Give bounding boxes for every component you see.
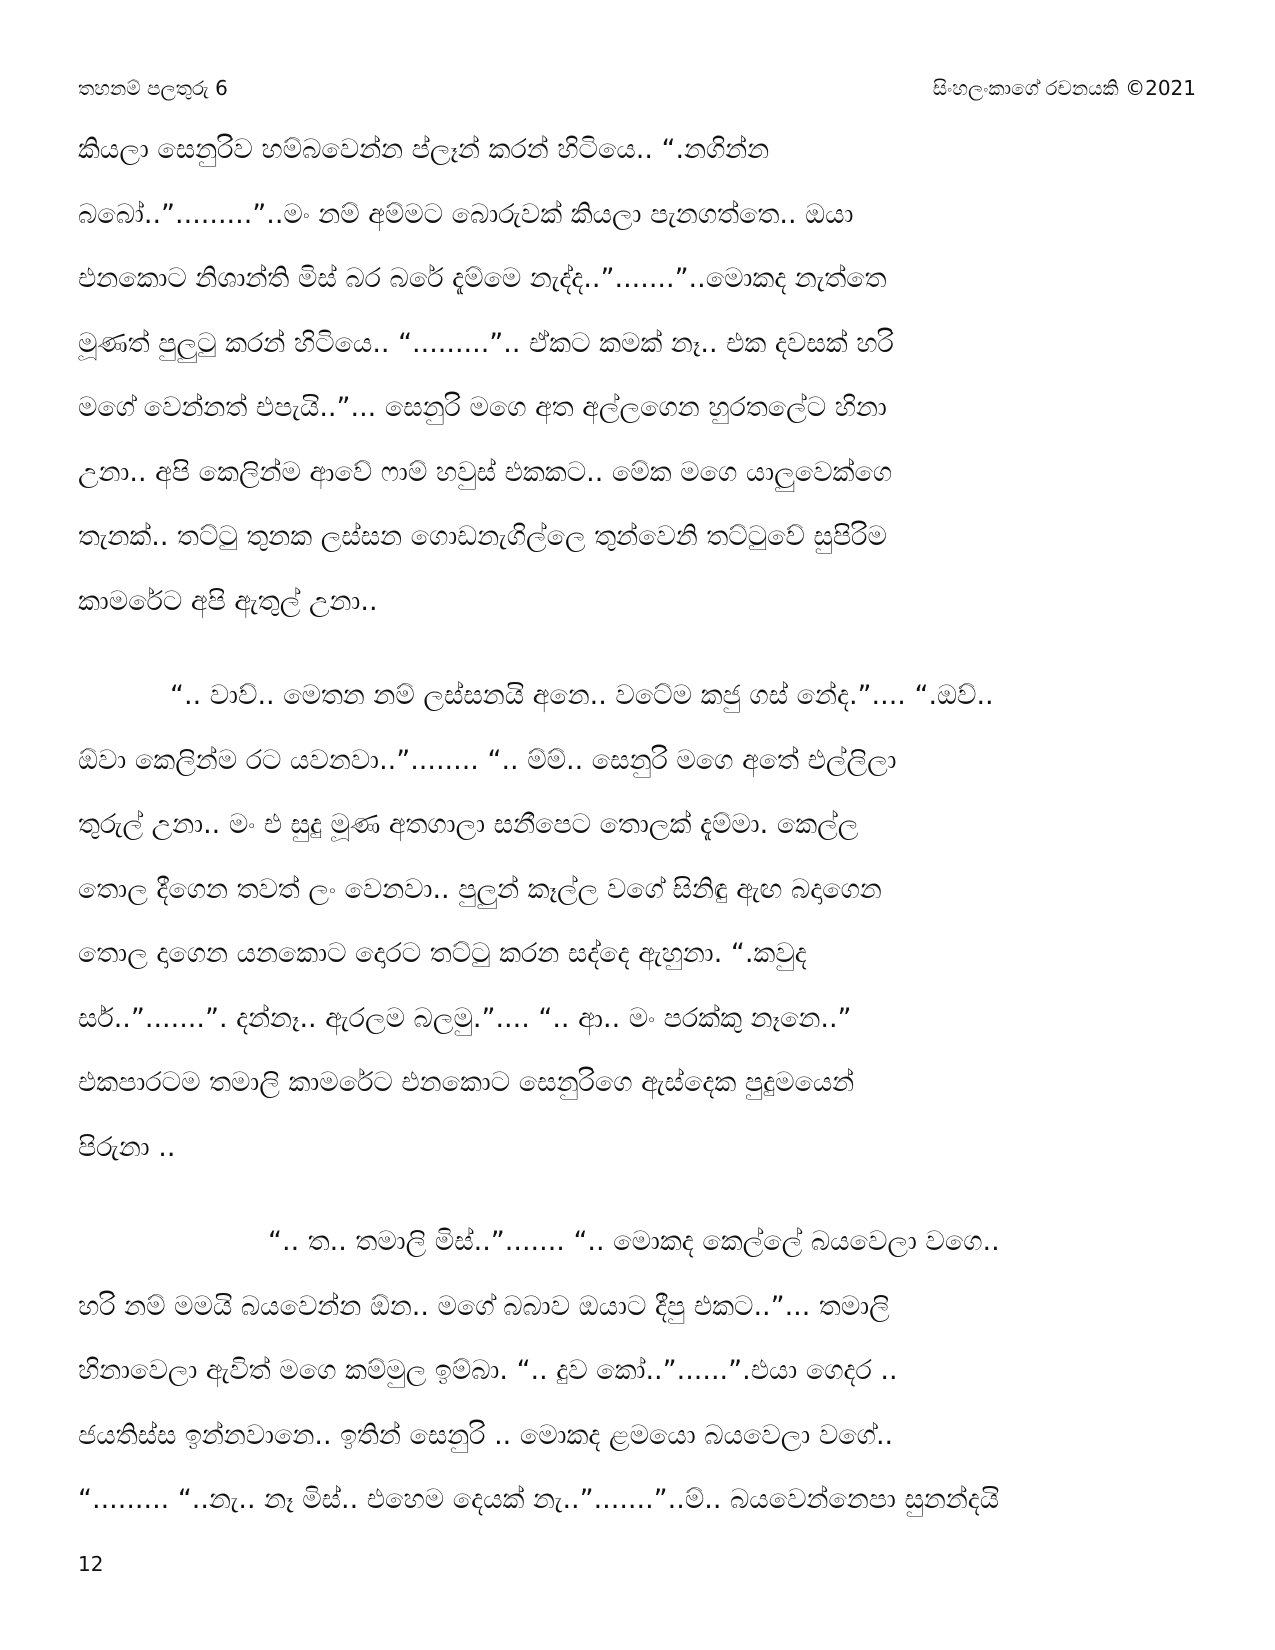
text-line: තැනක්.. තට්ටු තුනක ලස්සන ගොඩනැගිල්ලෙ තුන්වෙනි තට්ටුවේ සුපිරිම (78, 521, 887, 552)
paragraph-1 (78, 118, 1198, 634)
text-line: තොල දීගෙන තවත් ලං වෙනවා.. පුලුන් කෑල්ල වගේ සිනිඳු ඇඟ බදාගෙන (78, 873, 882, 905)
text-line: සර්..”.......”. දන්නෑ.. ඇරලම බලමු.”.... “.. ආ.. මං පරක්කු නෑනෙ..” (78, 1002, 852, 1034)
text-line: මගේ වෙන්නත් එපැයි..”... සෙනුරි මගෙ අත අල්ලගෙන හුරතලේට හිනා (78, 392, 887, 423)
text-line: එකපාරටම තමාලි කාමරේට එනකොට සෙනුරිගෙ ඇස්දෙක පුදුමයෙන් (78, 1067, 855, 1098)
text-line: කාමරේට අපි ඇතුල් උනා.. (78, 585, 378, 617)
text-line: තොල දාගෙන යනකොට දොරට තට්ටු කරන සද්දෙ ඇහුනා. “.කවුද (78, 938, 807, 969)
text-line: “......... “..නැ.. නෑ මිස්.. එහෙම දෙයක් නැ..”.......”..ම්.. බයවෙන්නෙපා සුනන්දයි (78, 1484, 1000, 1515)
text-line: “.. වාව්.. මෙතන නම් ලස්සනයි අනෙ.. වටේම කජු ගස් නේද.”.... “.ඔව්.. (170, 680, 994, 711)
running-title: තහනම් පලතුරු 6 (78, 76, 228, 100)
text-line: එනකොට නිශාන්ති මිස් බර බරේ දැම්මෙ නැද්ද..”.......”..මොකද නැත්තෙ (78, 263, 887, 294)
text-line: මූණත් පුලුටු කරන් හිටියෙ.. “.........”.. ඒකට කමක් නෑ.. එක දවසක් හරි (78, 327, 894, 359)
author-credit: සිංහලංකාගේ රචනයකි ©2021 (932, 76, 1196, 100)
paragraph-2 (78, 664, 1198, 1180)
text-line: “.. ත.. තමාලි මිස්..”....... “.. මොකද කෙල්ලේ බයවෙලා වගෙ.. (268, 1226, 1000, 1257)
text-line: හිනාවෙලා ඇවිත් මගෙ කම්මුල ඉම්බා. “.. දුව කෝ..”......”.එයා ගෙදර .. (78, 1355, 898, 1386)
text-line: හරි නම් මමයි බයවෙන්න ඕන.. මගේ බබාව ඔයාට දීපු එකට..”... තමාලි (78, 1290, 890, 1322)
page-body (78, 118, 1198, 1533)
text-line: කියලා සෙනුරිව හම්බවෙන්න ප්ලෑන් කරන් හිටියෙ.. “.නගින්න (78, 134, 770, 165)
paragraph-spacer (78, 634, 1198, 664)
text-line: බබෝ..”.........”..මං නම් අම්මට බොරුවක් කියලා පැනගත්තෙ.. ඔයා (78, 198, 854, 230)
text-line: පිරුනා .. (78, 1131, 176, 1163)
text-line: උනා.. අපි කෙලින්ම ආවේ ෆාම් හවුස් එකකට.. මේක මගෙ යාලුවෙක්ගෙ (78, 456, 893, 488)
text-line: තුරුල් උනා.. මං එ සුදු මූණ අතගාලා සනීපෙට තොලක් දැම්මා. කෙල්ල (78, 809, 859, 840)
text-line: ඕවා කෙලින්ම රට යවනවා..”........ “.. ම්ම්.. සෙනුරි මගෙ අතේ එල්ලිලා (78, 744, 897, 776)
text-line: ජයතිස්ස ඉන්නවානෙ.. ඉතින් සෙනුරි .. මොකද ළමයො බයවෙලා වගේ.. (78, 1419, 894, 1451)
paragraph-3 (78, 1210, 1198, 1533)
paragraph-spacer (78, 1180, 1198, 1210)
page-number: 12 (78, 1552, 104, 1576)
